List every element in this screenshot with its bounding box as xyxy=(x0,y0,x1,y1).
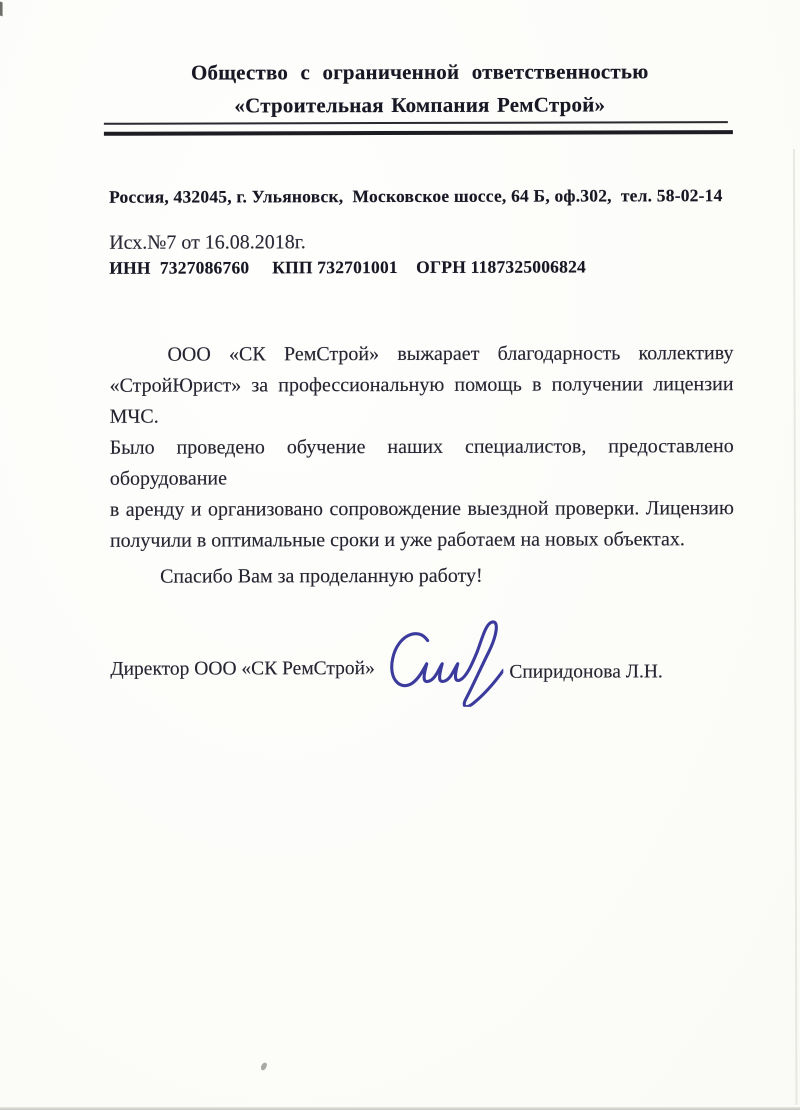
signatory-name: Спиридонова Л.Н. xyxy=(509,661,663,683)
body-line: «СтройЮрист» за профессиональную помощь в получении лицензии МЧС. xyxy=(109,373,734,428)
org-type-line: Общество с ограниченной ответственностью xyxy=(190,59,649,85)
scan-right-edge-artifact xyxy=(793,149,798,1105)
org-name-line: «Строительная Компания РемСтрой» xyxy=(234,92,606,118)
letter-body xyxy=(109,338,734,593)
handwritten-signature-icon xyxy=(377,612,503,707)
closing-line: Спасибо Вам за проделанную работу! xyxy=(160,564,483,588)
scan-corner-artifact xyxy=(0,1,3,16)
letterhead-rule-thin xyxy=(104,121,728,125)
signatory-position-title: Директор ООО «СК РемСтрой» xyxy=(110,658,375,680)
signature-stroke xyxy=(392,622,504,707)
body-line: ООО «СК РемСтрой» выжарает благодарность коллективу xyxy=(167,342,734,366)
scan-speck-artifact xyxy=(260,1062,268,1071)
letterhead-rule-thick xyxy=(104,130,733,136)
body-line: Было проведено обучение наших специалистов, предоставлено оборудование xyxy=(109,435,734,490)
outgoing-reference-line: Исх.№7 от 16.08.2018г. xyxy=(109,231,306,254)
body-line: в аренду и организовано сопровождение выездной проверки. Лицензию xyxy=(109,497,734,521)
address-line: Россия, 432045, г. Ульяновск, Московское шоссе, 64 Б, оф.302, тел. 58-02-14 xyxy=(109,185,723,207)
registration-line: ИНН 7327086760 КПП 732701001 ОГРН 1187325006824 xyxy=(109,256,586,278)
body-line: получили в оптимальные сроки и уже работаем на новых объектах. xyxy=(109,528,685,552)
letterhead xyxy=(104,55,736,123)
